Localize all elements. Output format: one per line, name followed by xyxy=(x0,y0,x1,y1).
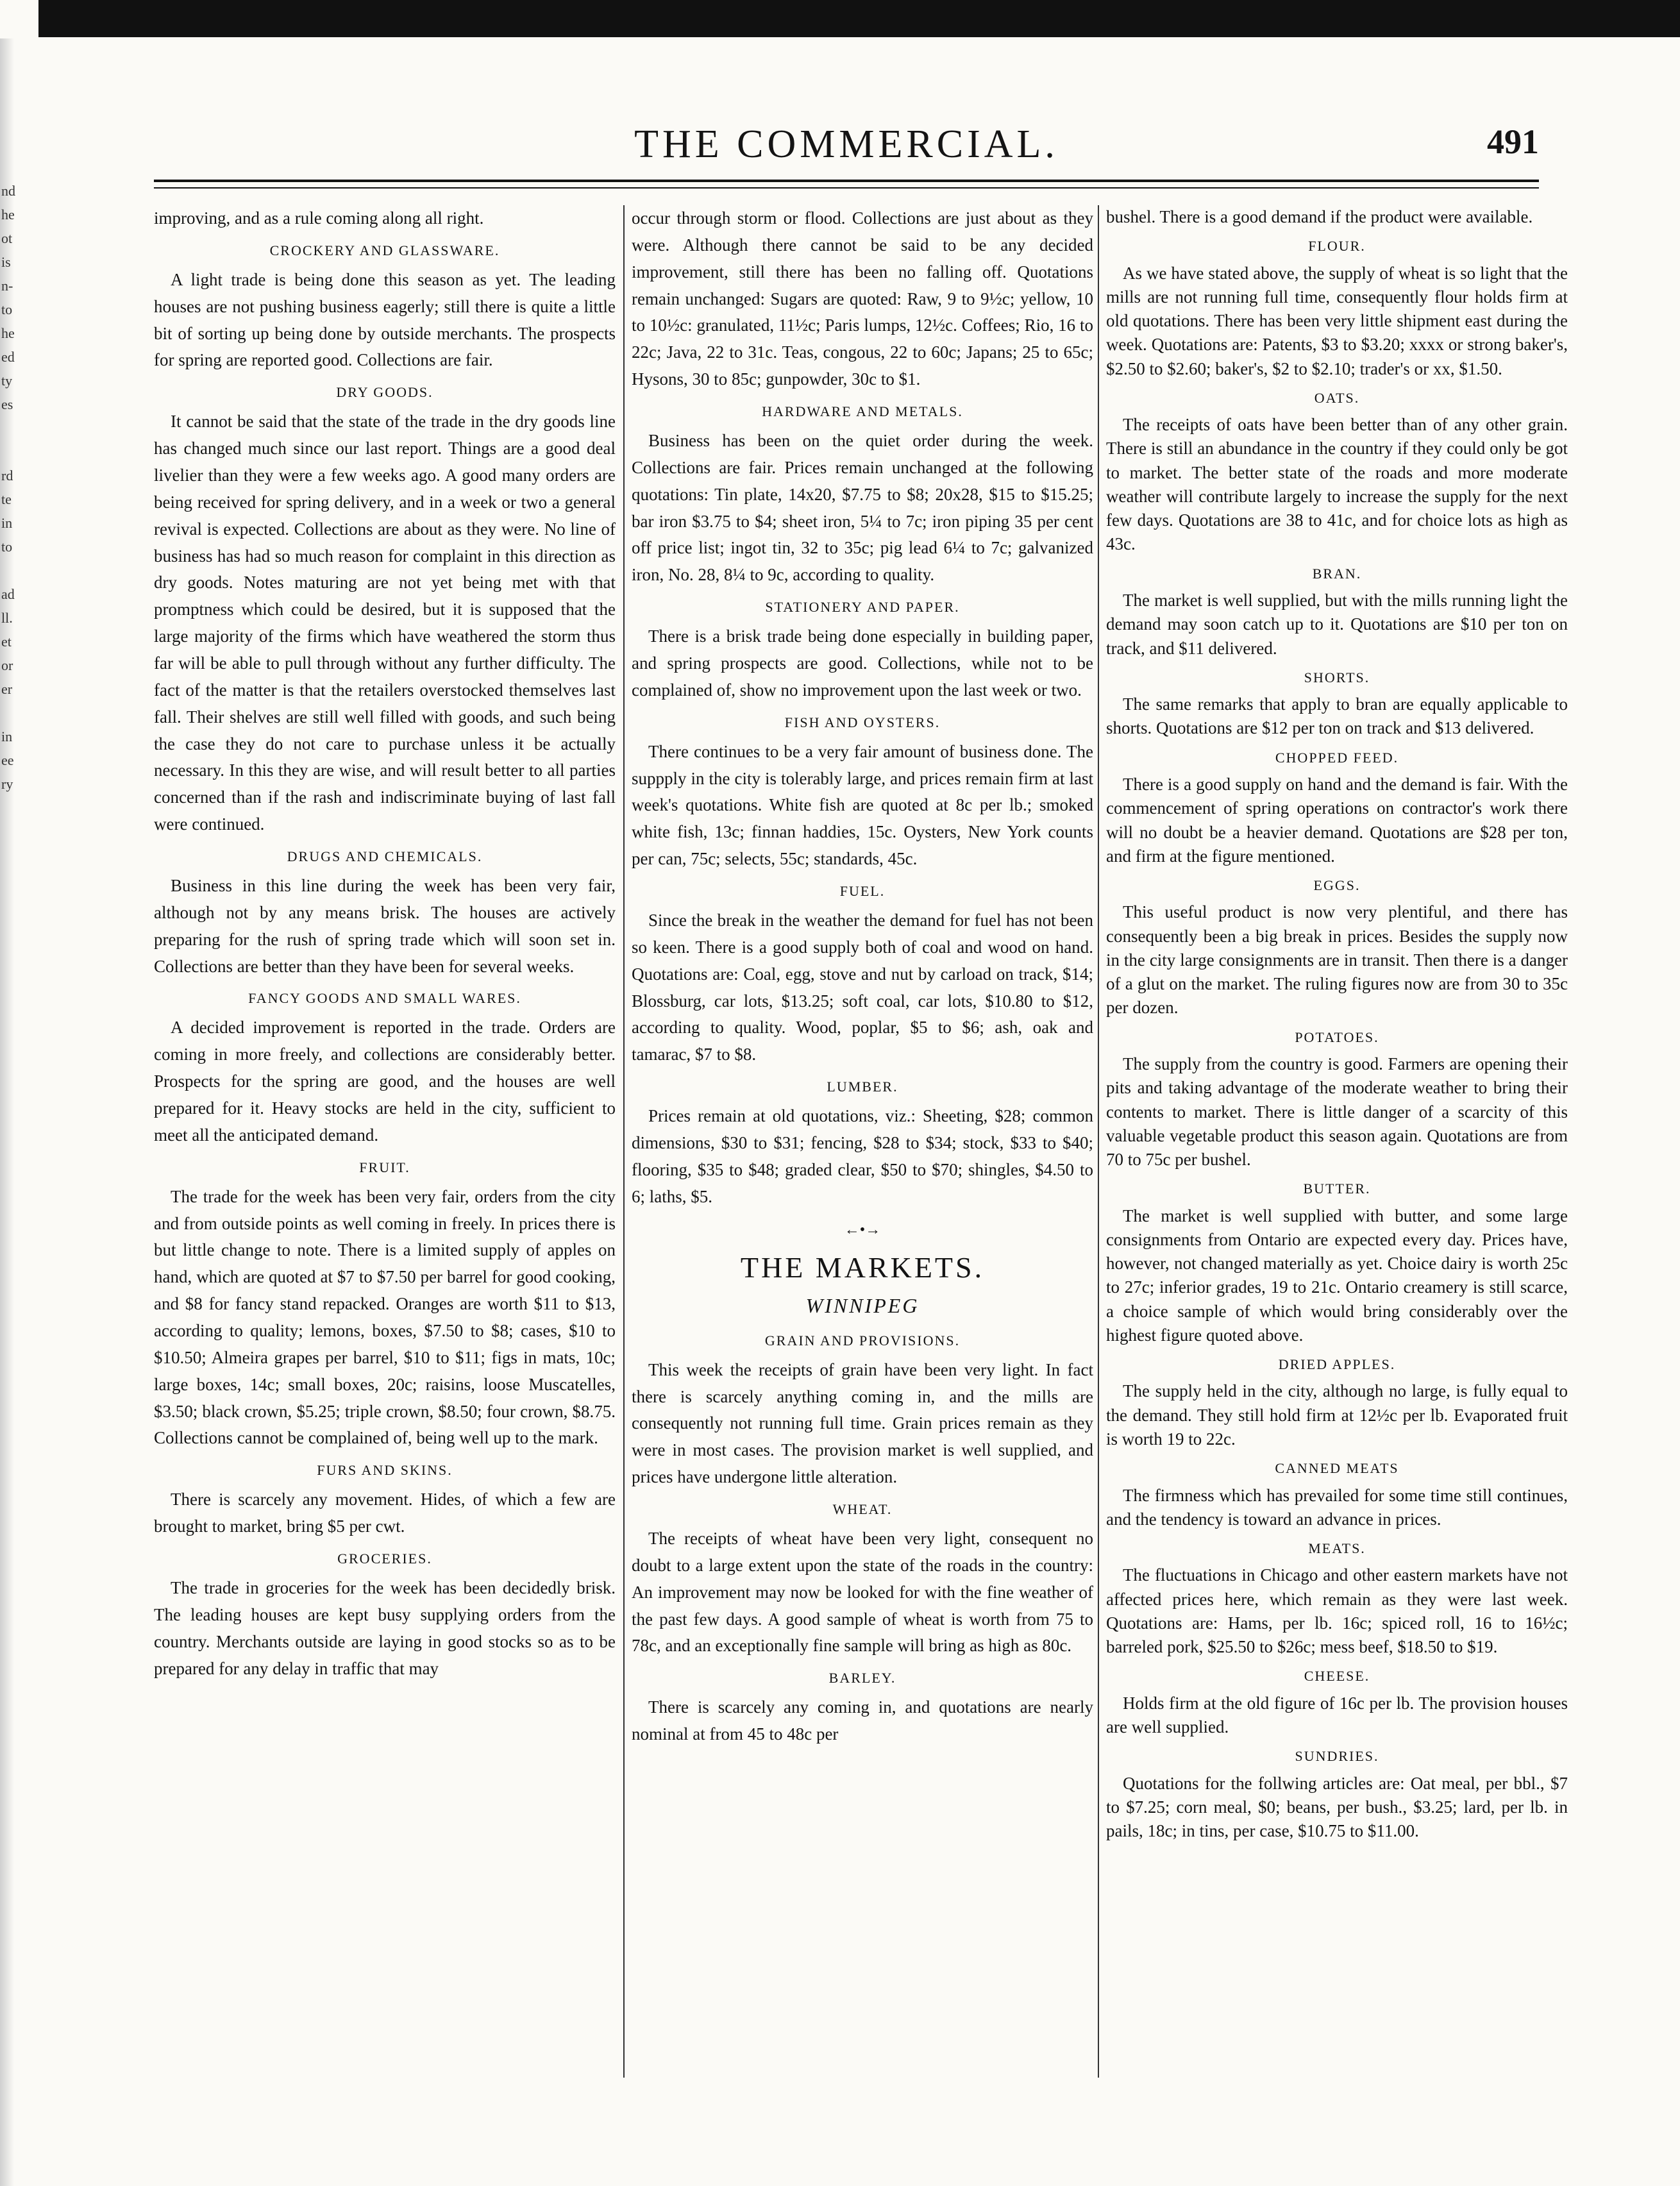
margin-fragment xyxy=(1,417,40,441)
header-rule xyxy=(154,180,1539,182)
section-heading: HARDWARE AND METALS. xyxy=(762,403,963,419)
section-heading: BUTTER. xyxy=(1303,1181,1371,1197)
section-body: There is a good supply on hand and the demand is fair. With the commencement of spring operations on contractor's work there will no doubt be a heavier demand. Quotations are $28 per ton, and firm at the figure mentioned. xyxy=(1106,775,1568,866)
section-body: This useful product is now very plentiful, and there has consequently been a big break in prices. Besides the supply now in the city large consignments are in transit. Then there is a danger of a glut on the market. The ruling figures now are from 30 to 35c per dozen. xyxy=(1106,902,1568,1018)
section-body: There is scarcely any coming in, and quotations are nearly nominal at from 45 to 48c per xyxy=(632,1697,1093,1744)
margin-fragment: et xyxy=(1,634,12,650)
section-body: There continues to be a very fair amount of business done. The suppply in the city is tolerably large, and prices remain firm at last week's quotations. White fish are quoted at 8c per lb.; smoked white fish, 13c; finnan haddies, 15c. Oysters, New York counts per can, 75c; selects, 55c; standards, 45c. xyxy=(632,741,1093,869)
markets-city: WINNIPEG xyxy=(805,1294,920,1318)
section-body: The supply held in the city, although no large, is fully equal to the demand. They still hold firm at 12½c per lb. Evaporated fruit is worth 19 to 22c. xyxy=(1106,1381,1568,1449)
section-heading: FANCY GOODS AND SMALL WARES. xyxy=(248,990,521,1007)
section-heading: GRAIN AND PROVISIONS. xyxy=(764,1332,961,1349)
section-heading: LUMBER. xyxy=(827,1079,898,1095)
margin-fragment: or xyxy=(1,657,13,673)
margin-fragment: is xyxy=(1,254,11,270)
column-1 xyxy=(154,205,616,1688)
margin-fragment xyxy=(1,441,40,464)
section-heading: OATS. xyxy=(1314,389,1360,406)
section-heading: CROCKERY AND GLASSWARE. xyxy=(269,242,500,258)
section-heading: GROCERIES. xyxy=(337,1551,432,1567)
section-body: The receipts of oats have been better than of any other grain. There is still an abundance in the country if they could only be got to market. The better state of the roads and more moderate weather will contribute largely to increase the supply for the next few days. Quotations are 38 to 41c, and for choice lots as high as 43c. xyxy=(1106,415,1568,554)
section-heading: EGGS. xyxy=(1313,877,1361,894)
section-heading: FISH AND OYSTERS. xyxy=(784,714,941,730)
column-2 xyxy=(632,205,1093,1754)
section-body: Holds firm at the old figure of 16c per lb. The provision houses are well supplied. xyxy=(1106,1693,1568,1737)
section-body: A light trade is being done this season as yet. The leading houses are not pushing business eagerly; still there is quite a little bit of sorting up being done by outside merchants. The prospects for spring are reported good. Collections are fair. xyxy=(154,269,616,370)
section-body: The fluctuations in Chicago and other eastern markets have not affected prices here, which remain as they were last week. Quotations are: Hams, per lb. 16c; spiced roll, 16 to 16½c; barreled pork, $25.50 to $26c; mess beef, $18.50 to $19. xyxy=(1106,1565,1568,1657)
margin-fragment: in xyxy=(1,515,13,531)
section-body: The firmness which has prevailed for some time still continues, and the tendency is toward an advance in prices. xyxy=(1106,1485,1568,1529)
section-body: A decided improvement is reported in the trade. Orders are coming in more freely, and collections are considerably better. Prospects for the spring are good, and the houses are well prepared for it. Heavy stocks are held in the city, sufficient to meet all the anticipated demand. xyxy=(154,1018,616,1145)
margin-fragment: ot xyxy=(1,230,13,246)
page-title: THE COMMERCIAL. xyxy=(634,122,1059,166)
margin-fragment: te xyxy=(1,491,12,507)
margin-fragment: he xyxy=(1,206,15,223)
section-body: As we have stated above, the supply of wheat is so light that the mills are not running full time, consequently flour holds firm at old quotations. There has been very little shipment east during the week. Quotations are: Patents, $3 to $3.20; xxxx or strong baker's, $2.50 to $2.60; baker's, $2 to $2.10; trader's or xx, $1.50. xyxy=(1106,263,1568,378)
margin-fragment: ed xyxy=(1,349,15,365)
section-heading: SHORTS. xyxy=(1304,669,1370,685)
section-body: The same remarks that apply to bran are equally applicable to shorts. Quotations are $12 per ton on track and $13 delivered. xyxy=(1106,694,1568,738)
header-rule-thin xyxy=(154,187,1539,189)
section-body: The market is well supplied with butter, and some large consignments from Ontario are expected every day. Prices have, however, not changed materially as yet. Choice dairy is worth 25c to 27c; inferior grades, 19 to 21c. Ontario creamery is still scarce, a choice sample of which would bring considerably over the highest figure quoted above. xyxy=(1106,1206,1568,1345)
ornament-divider: ←•→ xyxy=(844,1221,881,1238)
section-heading: DRIED APPLES. xyxy=(1278,1356,1396,1373)
margin-fragment: ty xyxy=(1,373,13,389)
section-body: The supply from the country is good. Farmers are opening their pits and taking advantage of the moderate weather to bring their contents to market. There is little danger of a scarcity of this valuable vegetable product this season again. Quotations are from 70 to 75c per bushel. xyxy=(1106,1054,1568,1170)
margin-fragment: ee xyxy=(1,752,14,768)
margin-fragment: to xyxy=(1,301,13,317)
top-scan-edge xyxy=(38,0,1680,37)
margin-fragment: ad xyxy=(1,586,15,602)
page-number: 491 xyxy=(1487,122,1539,161)
section-heading: SUNDRIES. xyxy=(1295,1748,1379,1765)
section-heading: FURS AND SKINS. xyxy=(317,1462,453,1479)
margin-fragment: in xyxy=(1,728,13,744)
section-heading: CHOPPED FEED. xyxy=(1275,749,1399,766)
section-body: The receipts of wheat have been very light, consequent no doubt to a large extent upon the state of the roads in the country: An improvement may now be looked for with the fine weather of the past few days. A good sample of wheat is worth from 75 to 78c, and an exceptionally fine sample will bring as high as 80c. xyxy=(632,1529,1093,1656)
section-heading: FUEL. xyxy=(839,883,886,899)
section-body: There is scarcely any movement. Hides, of which a few are brought to market, bring $5 per cwt. xyxy=(154,1490,616,1536)
margin-fragments xyxy=(1,180,40,796)
section-heading: FLOUR. xyxy=(1308,238,1366,255)
margin-fragment xyxy=(1,559,40,583)
section-body: Quotations for the follwing articles are: Oat meal, per bbl., $7 to $7.25; corn meal, $0; beans, per bush., $3.25; lard, per lb. in pails, 18c; in tins, per case, $10.75 to $11.00. xyxy=(1106,1773,1568,1841)
column-rule xyxy=(623,205,625,2078)
section-body: There is a brisk trade being done especially in building paper, and spring prospects are good. Collections, while not to be complained of, show no improvement upon the last week or two. xyxy=(632,626,1093,700)
margin-fragment: rd xyxy=(1,467,13,483)
section-body: Business has been on the quiet order during the week. Collections are fair. Prices remain unchanged at the following quotations: Tin plate, 14x20, $7.75 to $8; 20x28, $15 to $15.25; bar iron $3.75 to $4; sheet iron, 5¼ to 7c; iron piping 35 per cent off price list; ingot tin, 32 to 35c; pig lead 6¼ to 7c; galvanized iron, No. 28, 8¼ to 9c, according to quality. xyxy=(632,431,1093,585)
section-heading: BRAN. xyxy=(1312,565,1362,582)
section-body: The trade for the week has been very fair, orders from the city and from outside points as well coming in freely. In prices there is but little change to note. There is a limited supply of apples on hand, which are quoted at $7 to $7.50 per barrel for good cooking, and $8 for fancy stand repacked. Oranges are worth $11 to $13, according to quality; lemons, boxes, $7.50 to $8; cases, $10 to $10.50; Almeira grapes per barrel, $10 to $11; figs in mats, 10c; large boxes, 14c; small boxes, 20c; raisins, loose Muscatelles, $3.50; black crown, $5.25; triple crown, $8.50; four crown, $8.75. Collections cannot be complained of, being well up to the mark. xyxy=(154,1186,616,1448)
section-heading: DRUGS AND CHEMICALS. xyxy=(287,848,483,864)
section-body: This week the receipts of grain have been very light. In fact there is scarcely anything coming in, and the mills are consequently not running full time. Grain prices remain as they were in most cases. The provision market is well supplied, and prices have undergone little alteration. xyxy=(632,1359,1093,1487)
section-heading: WHEAT. xyxy=(832,1501,893,1518)
column-intro: improving, and as a rule coming along all right. xyxy=(154,208,484,228)
column-intro: bushel. There is a good demand if the product were available. xyxy=(1106,207,1533,226)
section-heading: CANNED MEATS xyxy=(1275,1460,1399,1477)
margin-fragment: es xyxy=(1,396,13,412)
margin-fragment: nd xyxy=(1,183,15,199)
section-body: It cannot be said that the state of the trade in the dry goods line has changed much since our last report. Things are a good deal livelier than they were a few weeks ago. A good many orders are being received for spring delivery, and in a week or two a general revival is expected. Collections are about as they were. No line of business has had so much reason for complaint in this direction as dry goods. Notes maturing are not yet being met with that promptness which could be desired, but it is supposed that the large majority of the firms which have weathered the storm thus far will be able to pull through without any further difficulty. The fact of the matter is that the retailers overstocked themselves last fall. Their shelves are still well filled with goods, and such being the case they do not care to purchase unless it be actually necessary. In this they are wise, and will result better to all parties concerned than if the rash and indiscriminate buying of last fall were continued. xyxy=(154,412,616,834)
margin-fragment: ll. xyxy=(1,610,13,626)
section-heading: POTATOES. xyxy=(1295,1029,1379,1045)
markets-title: THE MARKETS. xyxy=(740,1250,985,1284)
margin-fragment: to xyxy=(1,539,13,555)
column-intro: occur through storm or flood. Collections are just about as they were. Although there cannot be said to be any decided improvement, still there has been no falling off. Quotations remain unchanged: Sugars are quoted: Raw, 9 to 9½c; yellow, 10 to 10½c: granulated, 11½c; Paris lumps, 12½c. Coffees; Rio, 16 to 22c; Java, 22 to 31c. Teas, congous, 22 to 60c; Japans; 25 to 65c; Hysons, 30 to 85c; gunpowder, 30c to $1. xyxy=(632,208,1093,389)
section-body: The market is well supplied, but with the mills running light the demand may soon catch up to it. Quotations are $10 per ton on track, and $11 delivered. xyxy=(1106,591,1568,658)
section-body: Since the break in the weather the demand for fuel has not been so keen. There is a good supply both of coal and wood on hand. Quotations are: Coal, egg, stove and nut by carload on track, $14; Blossburg, car lots, $13.25; soft coal, car lots, $10.80 to $12, according to quality. Wood, poplar, $5 to $6; ash, oak and tamarac, $7 to $8. xyxy=(632,911,1093,1064)
section-heading: DRY GOODS. xyxy=(336,384,433,401)
section-body: Prices remain at old quotations, viz.: Sheeting, $28; common dimensions, $30 to $31; fencing, $28 to $34; stock, $33 to $40; flooring, $35 to $48; graded clear, $50 to $70; shingles, $4.50 to 6; laths, $5. xyxy=(632,1106,1093,1206)
margin-fragment xyxy=(1,702,40,725)
page-header xyxy=(154,122,1539,167)
margin-fragment: er xyxy=(1,681,13,697)
section-heading: BARLEY. xyxy=(828,1670,896,1686)
column-3 xyxy=(1106,205,1568,1849)
section-heading: STATIONERY AND PAPER. xyxy=(765,599,960,616)
section-heading: FRUIT. xyxy=(359,1159,410,1175)
margin-fragment: n- xyxy=(1,278,13,294)
margin-fragment: ry xyxy=(1,776,13,792)
column-rule xyxy=(1098,205,1099,2078)
section-heading: CHEESE. xyxy=(1304,1668,1370,1685)
section-body: Business in this line during the week has been very fair, although not by any means brisk. The houses are actively preparing for the rush of spring trade which will soon set in. Collections are better than they have been for several weeks. xyxy=(154,876,616,976)
margin-fragment: he xyxy=(1,325,15,341)
section-body: The trade in groceries for the week has been decidedly brisk. The leading houses are kept busy supplying orders from the country. Merchants outside are laying in good stocks so as to be prepared for any delay in traffic that may xyxy=(154,1578,616,1678)
section-heading: MEATS. xyxy=(1308,1540,1366,1557)
